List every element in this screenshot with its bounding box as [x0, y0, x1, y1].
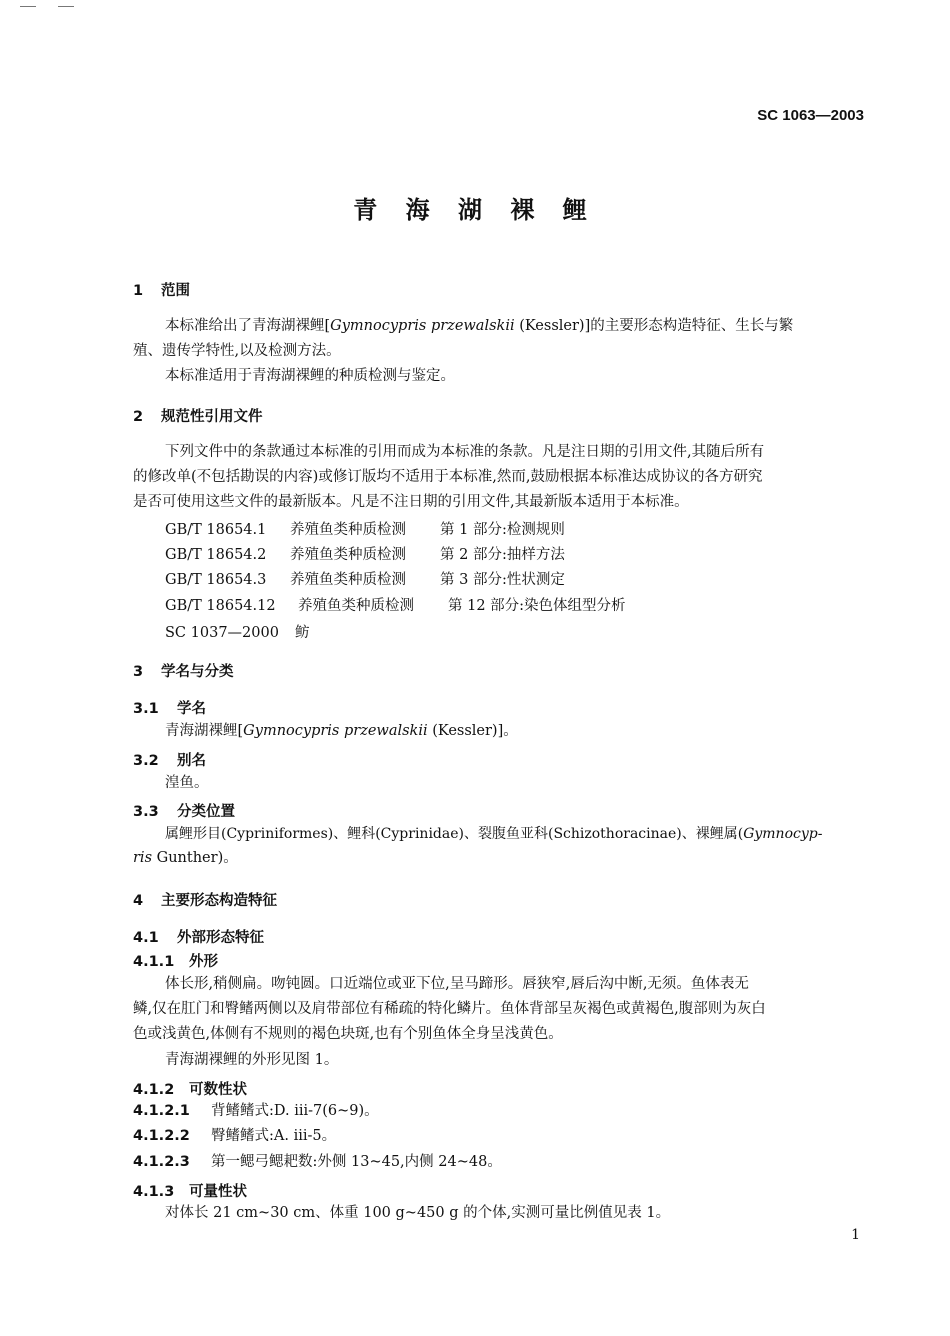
- reference-item: GB/T 18654.3 养殖鱼类种质检测 第 3 部分:性状测定: [165, 572, 565, 588]
- section-3-2-text: 湟鱼。: [165, 775, 209, 791]
- section-2-para-3: 是否可使用这些文件的最新版本。凡是不注日期的引用文件,其最新版本适用于本标准。: [133, 494, 689, 510]
- section-4-1-1-para-3: 色或浅黄色,体侧有不规则的褐色块斑,也有个别鱼体全身呈浅黄色。: [133, 1026, 563, 1042]
- reference-item: GB/T 18654.12 养殖鱼类种质检测 第 12 部分:染色体组型分析: [165, 598, 626, 614]
- section-3-3-text: 属鲤形目(Cypriniformes)、鲤科(Cyprinidae)、裂腹鱼亚科(Schizothoracinae)、裸鲤属(Gymnocyp-: [165, 826, 823, 842]
- section-2-para-2: 的修改单(不包括勘误的内容)或修订版均不适用于本标准,然而,鼓励根据本标准达成协议的各方研究: [133, 469, 763, 485]
- section-3-1-heading: 3.1 学名: [133, 701, 206, 717]
- section-3-3-text-cont: ris Gunther)。: [133, 850, 238, 866]
- scan-mark: [58, 6, 74, 7]
- section-2-heading: 2 规范性引用文件: [133, 409, 263, 425]
- section-4-1-1-heading: 4.1.1 外形: [133, 954, 218, 970]
- section-4-1-1-para-4: 青海湖裸鲤的外形见图 1。: [165, 1052, 339, 1068]
- section-3-1-text: 青海湖裸鲤[Gymnocypris przewalskii (Kessler)]。: [165, 723, 518, 739]
- scientific-name: Gymnocypris przewalskii: [330, 318, 515, 334]
- section-1-heading: 1 范围: [133, 283, 190, 299]
- reference-item: GB/T 18654.2 养殖鱼类种质检测 第 2 部分:抽样方法: [165, 547, 565, 563]
- section-4-1-1-para-2: 鳞,仅在肛门和臀鳍两侧以及肩带部位有稀疏的特化鳞片。鱼体背部呈灰褐色或黄褐色,腹部则为灰白: [133, 1001, 766, 1017]
- section-1-para-1: 本标准给出了青海湖裸鲤[Gymnocypris przewalskii (Kessler)]的主要形态构造特征、生长与繁: [165, 318, 794, 334]
- section-1-para-1-cont: 殖、遗传学特性,以及检测方法。: [133, 343, 341, 359]
- section-4-heading: 4 主要形态构造特征: [133, 893, 277, 909]
- section-4-1-3-para-1: 对体长 21 cm~30 cm、体重 100 g~450 g 的个体,实测可量比例值见表 1。: [165, 1205, 671, 1221]
- section-4-1-2-heading: 4.1.2 可数性状: [133, 1082, 247, 1098]
- section-4-1-2-2: 4.1.2.2 臀鳍鳍式:A. iii-5。: [133, 1128, 337, 1144]
- section-4-1-heading: 4.1 外部形态特征: [133, 930, 264, 946]
- section-4-1-2-3: 4.1.2.3 第一鳃弓鳃耙数:外侧 13~45,内侧 24~48。: [133, 1154, 502, 1170]
- section-2-para-1: 下列文件中的条款通过本标准的引用而成为本标准的条款。凡是注日期的引用文件,其随后所有: [165, 444, 765, 460]
- reference-item: GB/T 18654.1 养殖鱼类种质检测 第 1 部分:检测规则: [165, 522, 565, 538]
- section-4-1-2-1: 4.1.2.1 背鳍鳍式:D. iii-7(6~9)。: [133, 1103, 379, 1119]
- section-3-2-heading: 3.2 别名: [133, 753, 206, 769]
- page-number: 1: [851, 1227, 860, 1243]
- scan-mark: [20, 6, 36, 7]
- section-3-heading: 3 学名与分类: [133, 664, 234, 680]
- reference-item: SC 1037—2000 鲂: [165, 625, 310, 641]
- section-3-3-heading: 3.3 分类位置: [133, 804, 235, 820]
- scientific-name: Gymnocypris przewalskii: [243, 723, 428, 739]
- section-1-para-2: 本标准适用于青海湖裸鲤的种质检测与鉴定。: [165, 368, 455, 384]
- document-title: 青 海 湖 裸 鲤: [353, 196, 597, 224]
- section-4-1-3-heading: 4.1.3 可量性状: [133, 1184, 247, 1200]
- section-4-1-1-para-1: 体长形,稍侧扁。吻钝圆。口近端位或亚下位,呈马蹄形。唇狭窄,唇后沟中断,无须。鱼体表无: [165, 976, 749, 992]
- standard-number: SC 1063—2003: [757, 107, 864, 124]
